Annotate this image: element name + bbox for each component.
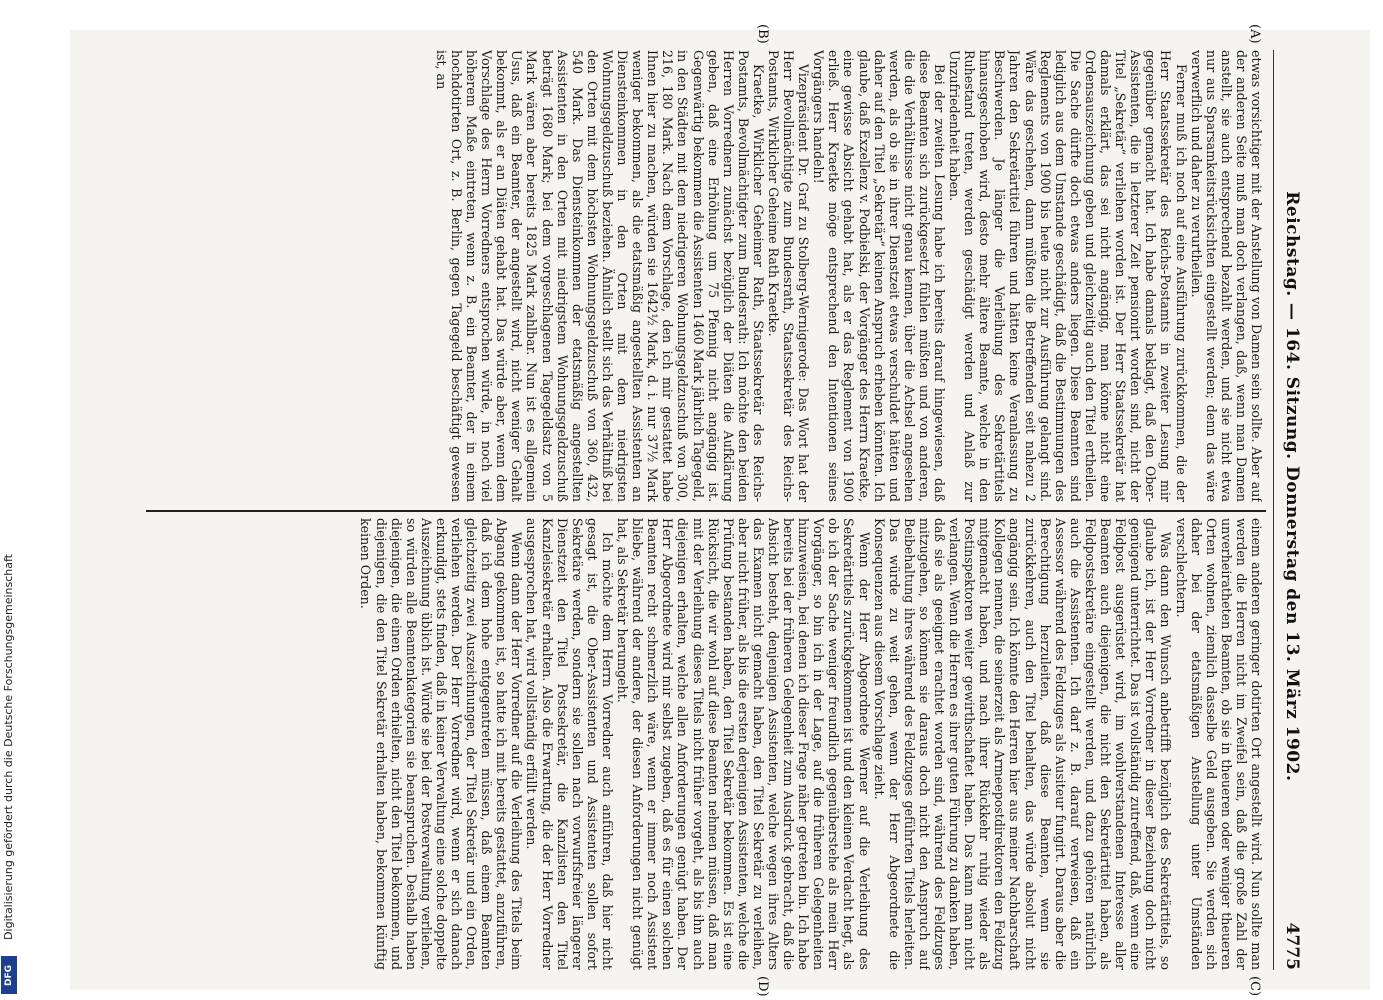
paragraph: etwas vorsichtiger mit der Anstellung von Damen sein sollte. Aber auf der anderen Seite muß man doch verlangen, daß, wenn man Damen anstellt, sie auch entsprechend bezahlt werden, und sie nicht etwa nur aus Sparsamkeitsrücksichten eingestellt werden; denn das wäre verwerflich und daher zu verurtheilen. xyxy=(1188,50,1264,502)
margin-letter-a: (A) xyxy=(1247,24,1262,44)
scanned-page xyxy=(70,24,1370,997)
column-divider xyxy=(146,510,1266,512)
sidebar xyxy=(0,0,18,1000)
margin-letter-b: (B) xyxy=(755,24,770,44)
paragraph: Wenn dann der Herr Vorredner auf die Verleihung des Titels beim Abgang gekommen ist, so hatte ich mit bereits gestattet, anzuführen, daß ich dem hohe entgegentreten müssen, daß einem Beamten gleichzeitig zwei Auszeichnungen, der Titel Sekretär und ein Orden, verliehen werden. Der Herr Vorredner wird, wenn er sich danach erkundigt, stets finden, daß in keiner Verwaltung eine solche doppelte Auszeichnung üblich ist. Würde sie bei der Postverwaltung verliehen, so würden alle Beamtenkategorien sie beanspruchen. Deshalb haben diejenigen, die einen Orden erhielten, nicht den Titel bekommen, und diejenigen, die den Titel Sekretär erhalten haben, bekommen künftig keinen Orden. xyxy=(358,518,525,970)
margin-letter-d: (D) xyxy=(755,976,770,997)
right-column xyxy=(144,518,1264,970)
paragraph: Ich möchte dem Herrn Vorredner auch anführen, daß hier nicht gesagt ist, die Ober-Assistenten und Assistenten sollen sofort Sekretäre werden, sondern sie sollen nach vorwurfsfreier längerer Dienstzeit den Titel Postsekretär, die Kanzlisten den Titel Kanzleisekretär erhalten. Also die Erwartung, die der Herr Vorredner ausgesprochen hat, wird vollständig erfüllt werden. xyxy=(524,518,615,970)
margin-letter-c: (C) xyxy=(1247,976,1262,997)
left-column xyxy=(144,50,1264,502)
paragraph: Ferner muß ich noch auf eine Ausführung zurückkommen, die der Herr Staatssekretär des Reichs-Postamts in zweiter Lesung mir gegenüber gemacht hat. Ich habe damals beklagt, daß den Ober-Assistenten, die in letzterer Zeit pensionirt worden sind, nicht der Titel „Sekretär“ verliehen worden ist. Der Herr Staatssekretär hat damals erklärt, das sei nicht angängig, man könne nicht eine Ordensauszeichnung geben und gleichzeitig auch den Titel ertheilen. Die Sache dürfte doch etwas anders liegen. Diese Beamten sind lediglich aus dem Umstande geschädigt, daß die Bestimmungen des Reglements von 1900 bis heute nicht zur Ausführung gelangt sind. Wäre das geschehen, dann müßten die Betreffenden seit nahezu 2 Jahren den Sekretärtitel führen und hätten keine Veranlassung zu Beschwerden. Je länger die Verleihung des Sekretärtitels hinausgeschoben wird, desto mehr ältere Beamte, welche in den Ruhestand treten, werden geschädigt werden und Anlaß zur Unzufriedenheit haben. xyxy=(947,50,1189,502)
header-title: Reichstag. — 164. Sitzung. Donnerstag den 13. März 1902. xyxy=(1282,191,1302,782)
paragraph: Vizepräsident Dr. Graf zu Stolberg-Wernigerode: Das Wort hat der Herr Bevollmächtigte zum Bundesrath, Staatssekretär des Reichs-Postamts, Wirklicher Geheime Rath Kraetke. xyxy=(766,50,812,502)
paragraph: Kraetke, Wirklicher Geheimer Rath, Staatssekretär des Reichs-Postamts, Bevollmächtigter zum Bundesrath: Ich möchte den beiden Herren Vorrednern zunächst bezüglich der Diäten die Aufklärung geben, daß eine Erhöhung um 75 Pfennig nicht angängig ist. Gegenwärtig bekommen die Assistenten 1460 Mark jährlich Tagegeld, in den Städten mit dem niedrigeren Wohnungsgeldzuschuß von 300, 216, 180 Mark. Nach dem Vorschlage, den ich mir gestattet habe Ihnen hier zu machen, würden sie 1642½ Mark, d. i. nur 37½ Mark weniger bekommen, als die etatsmäßig angestellten Assistenten an Diensteinkommen in den Orten mit dem niedrigsten Wohnungsgeldzuschuß beziehen. Ähnlich stellt sich das Verhältniß bei den Orten mit dem höchsten Wohnungsgeldzuschuß von 360, 432, 540 Mark. Das Diensteinkommen der etatsmäßig angestellten Assistenten in den Orten mit niedrigstem Wohnungsgeldzuschuß beträgt 1680 Mark; bei dem vorgeschlagenen Tagegeldsatz von 5 Mark wären aber bereits 1825 Mark zahlbar. Nun ist es allgemein Usus, daß ein Beamter, der angestellt wird, nicht weniger Gehalt bekommt, als er an Diäten gehabt hat. Das würde aber, wenn dem Vorschlage des Herrn Vorredners entsprochen würde, in noch viel höherem Maße eintreten, wenn z. B. ein Beamter, der in einem hochdotirten Ort, z. B. Berlin, gegen Tagegeld beschäftigt gewesen ist, an xyxy=(433,50,766,502)
page-header xyxy=(1273,50,1310,970)
page-content xyxy=(130,24,1310,997)
paragraph: Bei der zweiten Lesung habe ich bereits darauf hingewiesen, daß diese Beamten sich zurückgesetzt fühlen müßten und von anderen, die die Verhältnisse nicht genau kennen, über die Achsel angesehen werden, als ob sie in ihrer Dienstzeit etwas verschuldet hätten und daher auf den Titel „Sekretär“ keinen Anspruch erheben könnten. Ich glaube, daß Exzellenz v. Podbielski, der Vorgänger des Herrn Kraetke, eine gewisse Absicht gehabt hat, als er das Reglement von 1900 erließ. Herr Kraetke möge entsprechend den Intentionen seines Vorgängers handeln! xyxy=(811,50,948,502)
paragraph: Was dann den Wunsch anbetrifft bezüglich des Sekretärtitels, so glaube ich, ist der Herr Vorredner in dieser Beziehung doch nicht genügend unterrichtet. Das ist vollständig zutreffend, daß, wenn eine Feldpost ausgerüstet wird, im wohlverstandenen Interesse aller Beamten auch diejenigen, die nicht den Sekretärtitel haben, als Feldpostsekretäre eingestellt werden, und dazu gehören natürlich auch die Assistenten. Ich darf z. B. darauf verweisen, daß ein Assessor während des Feldzuges als Ausiteur fungirt. Daraus aber die Berechtigung herzuleiten, daß diese Beamten, wenn sie zurückkehren, auch den Titel behalten, das würde absolut nicht angängig sein. Ich könnte den Herren hier aus meiner Nachbarschaft Kollegen nennen, die seinerzeit als Armeepostdirektoren den Feldzug mitgemacht haben, und nach ihrer Rückkehr ruhig wieder als Postinspektoren weiter gewirthschaftet haben. Das kann man nicht verlangen. Wenn die Herren es ihrer guten Führung zu danken haben, daß sie als geeignet erachtet worden sind, während des Feldzuges mitzugehen, so können sie daraus doch nicht den Anspruch auf Beibehaltung ihres während des Feldzuges geführten Titels herleiten. Das würde zu weit gehen, wenn der Herr Abgeordnete die Konsequenzen aus diesem Vorschlage zieht. xyxy=(871,518,1174,970)
digitization-credit: Digitalisierung gefördert durch die Deutsche Forschungsgemeinschaft xyxy=(2,554,15,940)
paragraph: einem anderen geringer dotirten Ort angestellt wird. Nun sollte man werden die Herren nicht im Zweifel sein, daß die große Zahl der unverheiratheten Beamten, ob sie in theueren oder weniger theueren Orten wohnen, ziemlich dasselbe Geld ausgeben. Sie werden sich daher bei der etatsmäßigen Anstellung unter Umständen verschlechtern. xyxy=(1173,518,1264,970)
dfg-logo: DFG xyxy=(1,956,17,994)
page-number: 4775 xyxy=(1282,922,1302,970)
paragraph: Wenn der Herr Abgeordnete Werner auf die Verleihung des Sekretärtitels zurückgekommen ist und den kleinen Verdacht hegt, als ob ich der Sache weniger freundlich gegenüberstehe als mein Herr Vorgänger, so bin ich in der Lage, auf die früheren Gelegenheiten hinzuweisen, bei denen ich dieser Frage näher getreten bin. Ich habe bereits bei der früheren Gelegenheit zum Ausdruck gebracht, daß die Absicht besteht, denjenigen Assistenten, welche wegen ihres Alters das Examen nicht gemacht haben, den Titel Sekretär zu verleihen, aber nicht früher, als bis die ersten derjenigen Assistenten, welche die Prüfung bestanden haben, den Titel Sekretär bekommen. Es ist eine Rücksicht, die wir wohl auf diese Beamten nehmen müssen, daß man mit der Verleihung dieses Titels nicht früher vorgeht, als bis ihn auch diejenigen erhalten, welche allen Anforderungen genügt haben. Der Herr Abgeordnete wird mir selbst zugeben, daß es für einen solchen Beamten recht schmerzlich wäre, wenn er immer noch Assistent bliebe, während der andere, der diesen Anforderungen nicht genügt hat, als Sekretär herumgeht. xyxy=(615,518,872,970)
